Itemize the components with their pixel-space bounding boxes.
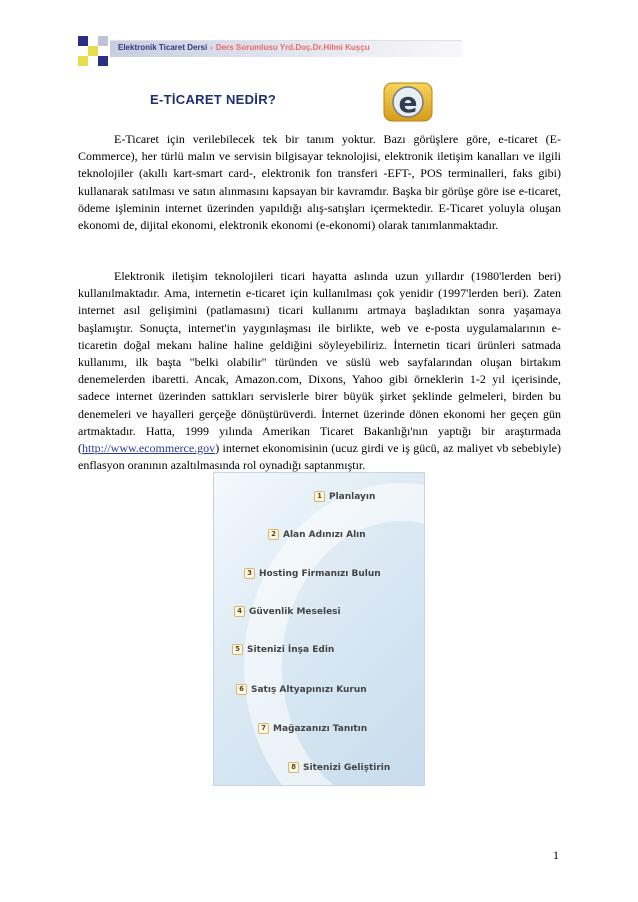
step-item [234,606,341,617]
paragraph-2-text: Elektronik iletişim teknolojileri ticari hayatta aslında uzun yıllardır (1980'lerden beri) kullanılmaktadır. Ama, internetin e-ticaret için kullanılması çok yenidir (1997'lerden beri). Zaten internet asıl gelişimini (patlamasını) ticari kullanımı artmaya başladıktan sonra yaşamaya başlamıştır. Sonuçta, internet'in yaygınlaşması ile birlikte, web ve e-posta uygulamalarının e-ticaretin doğal mekanı haline haline geldiğini söyleyebiliriz. İnternetin ticari ürünleri satmada kullanımı, ilk başta "belki olabilir" türünden ve süslü web sayfalarından oluşan birtakım denemelerden ibaretti. Ancak, Amazon.com, Dixons, Yahoo gibi örneklerin 1-2 yıl içerisinde, sadece internet üzerinden sattıkları servislerle birer büyük şirket şeklinde gelmeleri, birden bu denemeleri ve hayalleri gerçeğe dönüştürüverdi. İnternet üzerinde dönen ekonomi her geçen gün artmaktadır. Hatta, 1999 yılında Amerikan Ticaret Bakanlığı'nın yaptığı bir araştırmada ( [78,269,561,456]
step-number: 2 [268,529,279,540]
step-label: Alan Adınızı Alın [283,530,366,540]
step-label: Hosting Firmanızı Bulun [259,569,381,579]
step-label: Planlayın [329,492,376,502]
running-header [118,43,370,52]
step-item [232,644,334,655]
paragraph-2-tail: ) internet ekonomisinin (ucuz girdi ve iş gücü, az maliyet vb sebebiyle) enflasyon oranının azaltılmasında rol oynadığı saptanmıştır. [78,441,561,473]
header-square [88,46,98,56]
step-label: Sitenizi İnşa Edin [247,645,335,655]
step-label: Satış Altyapınızı Kurun [251,685,367,695]
header-squares-decoration [78,36,108,70]
e-letter-logo-icon [383,82,433,122]
step-number: 6 [236,684,247,695]
step-number: 4 [234,606,245,617]
header-separator: - [210,43,213,52]
step-item [268,529,366,540]
ecommerce-gov-link[interactable]: http://www.ecommerce.gov [82,441,216,456]
step-label: Güvenlik Meselesi [249,607,341,617]
step-number: 3 [244,568,255,579]
paragraph-1-text: E-Ticaret için verilebilecek tek bir tanım yoktur. Bazı görüşlere göre, e-ticaret (E-Commerce), her türlü malın ve servisin bilgisayar teknolojisi, elektronik iletişim kanalları ve ilgili teknolojiler (akıllı kart-smart card-, elektronik fon transferi -EFT-, POS terminalleri, faks gibi) kullanarak satılması ve satın alınmasını kapsayan bir kavramdır. Başka bir görüşe göre ise e-ticaret, ödeme işleminin internet üzerinden yapıldığı alış-satışları içermektedir. E-Ticaret yoluyla oluşan ekonomi de, dijital ekonomi, elektronik ekonomi (e-ekonomi) olarak tanımlanmaktadır. [78,132,561,233]
step-item [258,723,367,734]
page-title: E-TİCARET NEDİR? [150,92,277,107]
header-square [78,56,88,66]
header-teacher: Ders Sorumlusu Yrd.Doç.Dr.Hilmi Kuşçu [215,43,370,52]
step-number: 1 [314,491,325,502]
logo-letter: e [398,86,418,119]
step-number: 8 [288,762,299,773]
steps-figure [213,472,425,786]
header-square [98,56,108,66]
step-item [314,491,375,502]
paragraph-1 [78,131,561,234]
step-item [244,568,381,579]
step-item [236,684,367,695]
step-label: Mağazanızı Tanıtın [273,724,368,734]
header-square [78,36,88,46]
step-number: 7 [258,723,269,734]
header-square [98,36,108,46]
step-item [288,762,390,773]
step-number: 5 [232,644,243,655]
paragraph-2 [78,268,561,474]
header-course: Elektronik Ticaret Dersi [118,43,208,52]
step-label: Sitenizi Geliştirin [303,763,391,773]
page-number: 1 [553,848,559,862]
